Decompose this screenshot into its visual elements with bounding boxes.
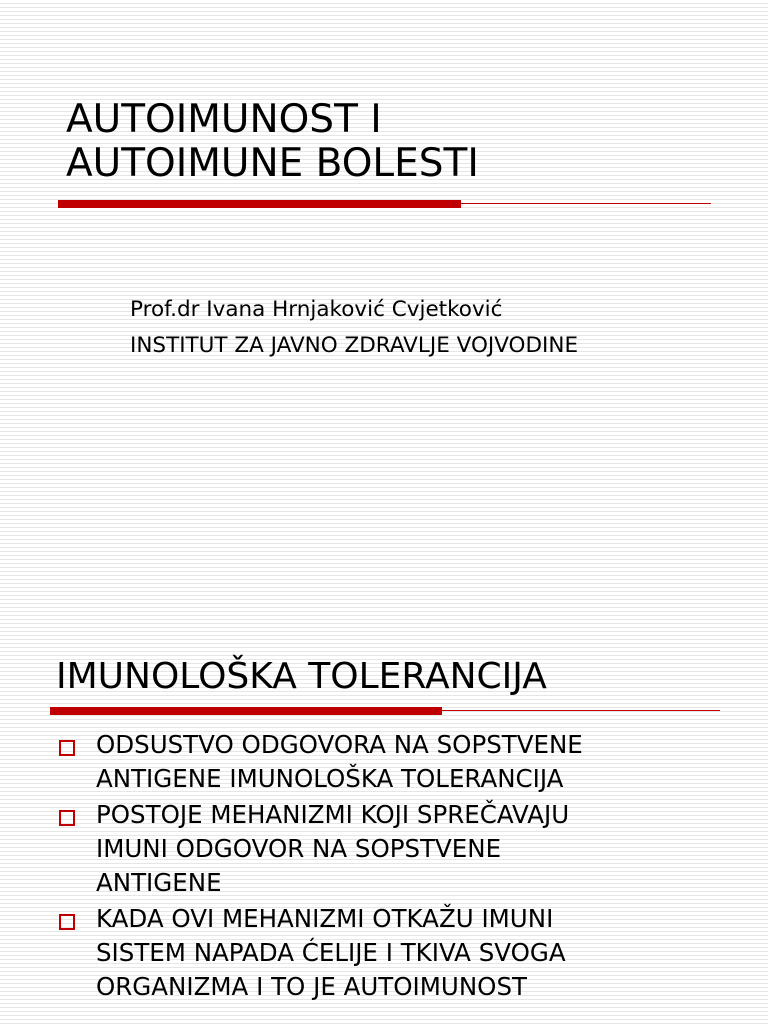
slide-heading: IMUNOLOŠKA TOLERANCIJA [56, 656, 547, 697]
hollow-square-icon [59, 914, 75, 930]
hollow-square-icon [59, 740, 75, 756]
bullet-line: ODSUSTVO ODGOVORA NA SOPSTVENE [96, 730, 583, 759]
bullet-line: ANTIGENE [96, 868, 222, 897]
bullet-item [56, 902, 756, 1004]
hollow-square-icon [59, 810, 75, 826]
bullet-line: POSTOJE MEHANIZMI KOJI SPREČAVAJU [96, 800, 570, 829]
author-name: Prof.dr Ivana Hrnjaković Cvjetković [130, 297, 503, 322]
title-line-1: AUTOIMUNOST I [66, 97, 382, 142]
title-line-2: AUTOIMUNE BOLESTI [66, 141, 479, 186]
bullet-item [56, 798, 756, 900]
bullet-line: ORGANIZMA I TO JE AUTOIMUNOST [96, 972, 527, 1001]
bullet-line: IMUNI ODGOVOR NA SOPSTVENE [96, 834, 502, 863]
bullet-line: ANTIGENE IMUNOLOŠKA TOLERANCIJA [96, 764, 564, 793]
slide-tolerance [0, 620, 768, 1024]
subtitle-block [130, 292, 750, 364]
bullet-item [56, 728, 756, 796]
institution-name: INSTITUT ZA JAVNO ZDRAVLJE VOJVODINE [130, 333, 579, 358]
bullet-line: KADA OVI MEHANIZMI OTKAŽU IMUNI [96, 904, 554, 933]
bullet-line: SISTEM NAPADA ĆELIJE I TKIVA SVOGA [96, 938, 566, 967]
slide-title-heading [66, 98, 726, 186]
bullet-list [56, 728, 756, 1006]
